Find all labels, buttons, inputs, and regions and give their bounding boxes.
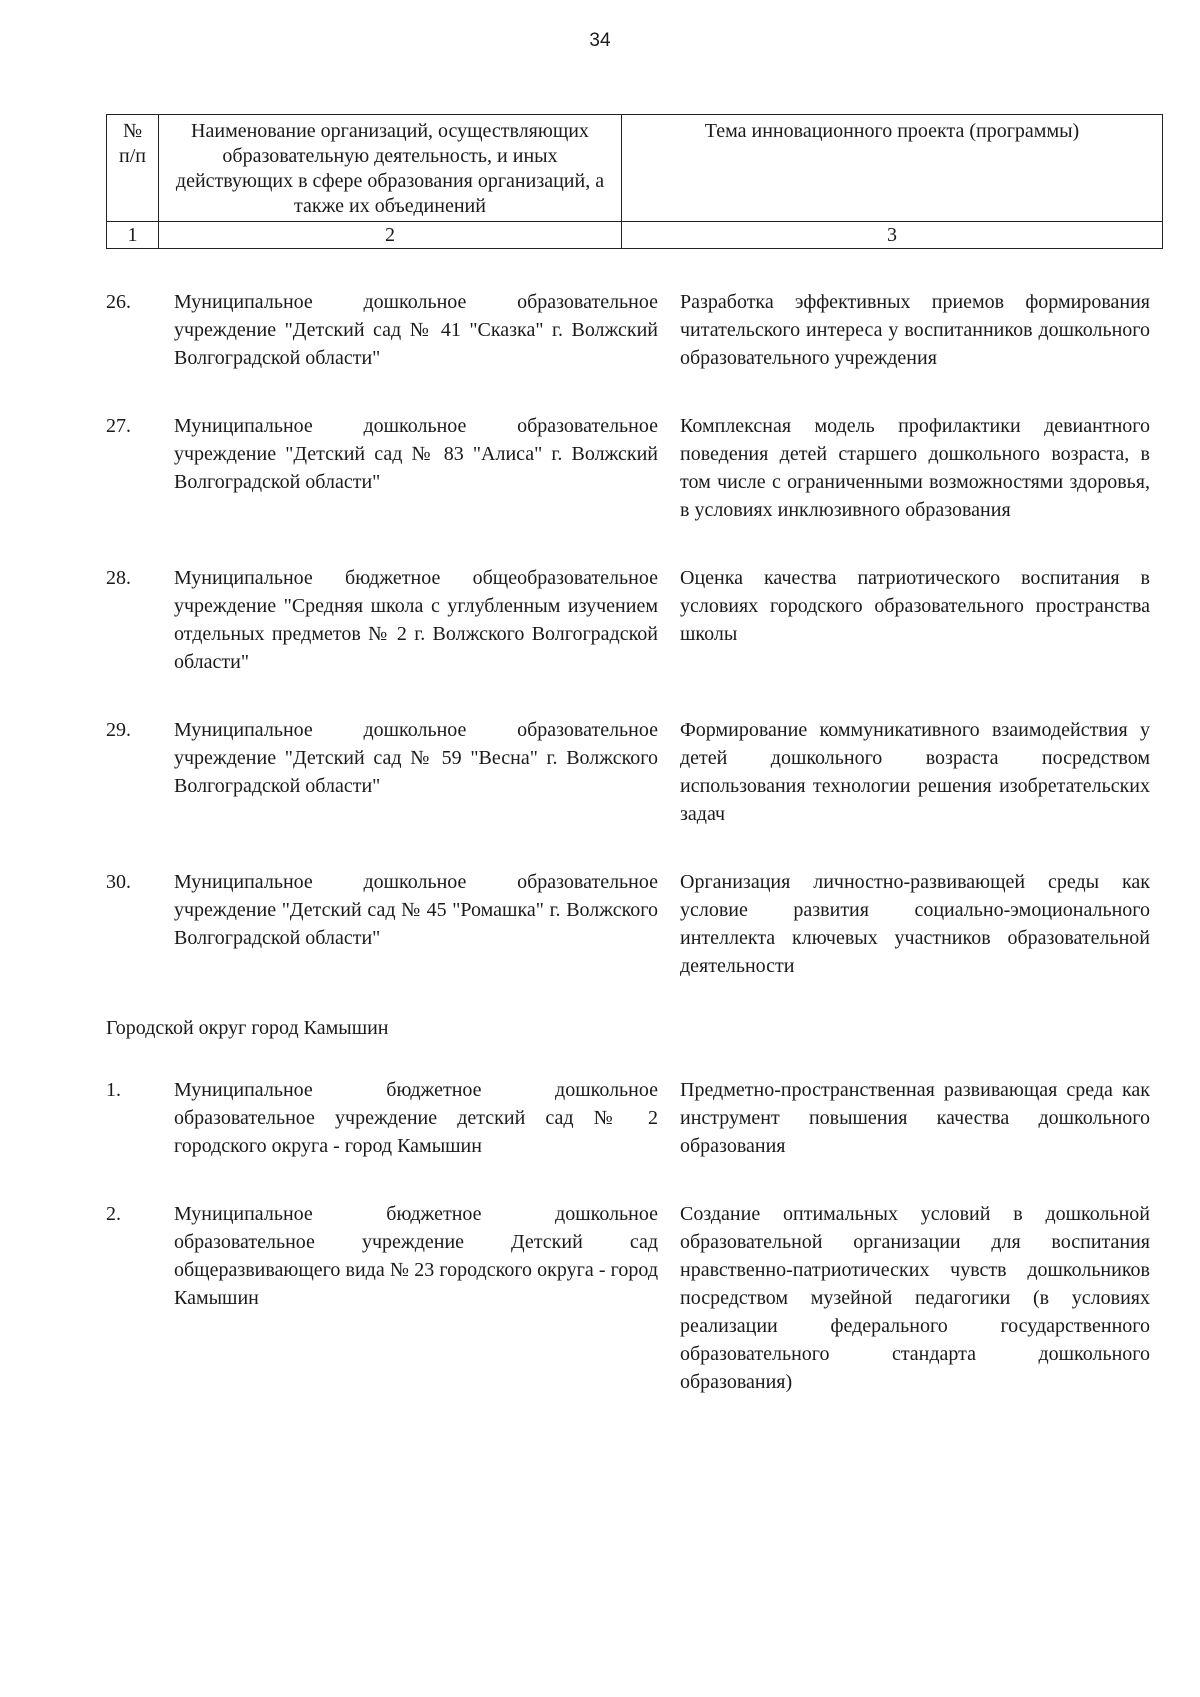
organization-name: Муниципальное дошкольное образовательное учреждение "Детский сад № 83 "Алиса" г. Волжский Волгоградской области" — [174, 415, 658, 493]
organization-name: Муниципальное дошкольное образовательное учреждение "Детский сад № 45 "Ромашка" г. Волжского Волгоградской области" — [174, 871, 658, 949]
organization-name: Муниципальное дошкольное образовательное учреждение "Детский сад № 59 "Весна" г. Волжского Волгоградской области" — [174, 719, 658, 797]
table-row — [106, 868, 1162, 980]
organization-name: Муниципальное бюджетное общеобразовательное учреждение "Средняя школа с углубленным изучением отдельных предметов № 2 г. Волжского Волгоградской области" — [174, 567, 658, 673]
organization-name: Муниципальное бюджетное дошкольное образовательное учреждение детский сад № 2 городского округа - город Камышин — [174, 1079, 658, 1157]
header-row — [107, 115, 1163, 222]
column-index-2: 2 — [159, 222, 622, 249]
table-row — [106, 1076, 1162, 1160]
row-number: 27. — [106, 415, 131, 437]
section-heading: Городской округ город Камышин — [106, 1017, 389, 1039]
row-number: 28. — [106, 567, 131, 589]
project-topic: Предметно-пространственная развивающая среда как инструмент повышения качества дошкольного образования — [680, 1079, 1150, 1157]
table-body — [106, 288, 1162, 1396]
column-header-topic: Тема инновационного проекта (программы) — [622, 115, 1163, 222]
column-index-row — [107, 222, 1163, 249]
project-topic: Создание оптимальных условий в дошкольной образовательной организации для воспитания нравственно-патриотических чувств дошкольников посредством музейной педагогики (в условиях реализации федерального государственного образовательного стандарта дошкольного образования) — [680, 1203, 1150, 1393]
row-number: 2. — [106, 1203, 121, 1225]
row-number: 1. — [106, 1079, 121, 1101]
project-topic: Разработка эффективных приемов формирования читательского интереса у воспитанников дошкольного образовательного учреждения — [680, 291, 1150, 369]
table-row — [106, 716, 1162, 828]
page-number: 34 — [589, 30, 611, 51]
table-row — [106, 288, 1162, 372]
table-row — [106, 1200, 1162, 1396]
row-number: 26. — [106, 291, 131, 313]
row-number: 29. — [106, 719, 131, 741]
header-table — [106, 114, 1163, 249]
row-number: 30. — [106, 871, 131, 893]
column-index-3: 3 — [622, 222, 1163, 249]
table-row — [106, 564, 1162, 676]
column-header-organization: Наименование организаций, осуществляющих образовательную деятельность, и иных действующих в сфере образования организаций, а также их объединений — [159, 115, 622, 222]
organization-name: Муниципальное дошкольное образовательное учреждение "Детский сад № 41 "Сказка" г. Волжский Волгоградской области" — [174, 291, 658, 369]
project-topic: Организация личностно-развивающей среды как условие развития социально-эмоционального интеллекта ключевых участников образовательной деятельности — [680, 871, 1150, 977]
project-topic: Комплексная модель профилактики девиантного поведения детей старшего дошкольного возраста, в том числе с ограниченными возможностями здоровья, в условиях инклюзивного образования — [680, 415, 1150, 521]
project-topic: Формирование коммуникативного взаимодействия у детей дошкольного возраста посредством использования технологии решения изобретательских задач — [680, 719, 1150, 825]
project-topic: Оценка качества патриотического воспитания в условиях городского образовательного пространства школы — [680, 567, 1150, 645]
table-row — [106, 412, 1162, 524]
column-index-1: 1 — [107, 222, 159, 249]
column-header-number: № п/п — [107, 115, 159, 222]
organization-name: Муниципальное бюджетное дошкольное образовательное учреждение Детский сад общеразвивающего вида № 23 городского округа - город Камышин — [174, 1203, 658, 1309]
